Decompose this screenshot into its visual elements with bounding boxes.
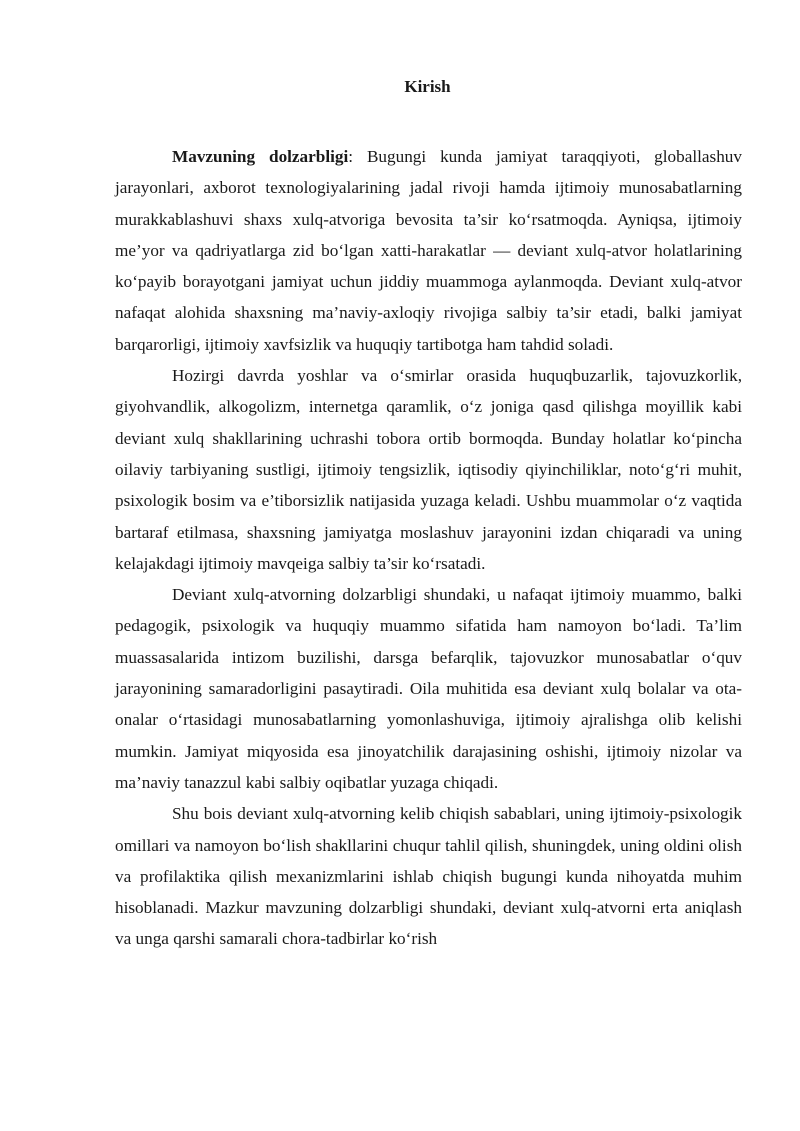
paragraph-lead-heading: Mavzuning dolzarbligi: [172, 147, 349, 166]
paragraph: Shu bois deviant xulq-atvorning kelib chiqish sabablari, uning ijtimoiy-psixologik omillari va namoyon bo‘lish shakllarini chuqur tahlil qilish, shuningdek, uning oldini olish va profilaktika qilish mexanizmlarini ishlab chiqish bugungi kunda nihoyatda muhim hisoblanadi. Mazkur mavzuning dolzarbligi shundaki, deviant xulq-atvorni erta aniqlash va unga qarshi samarali chora-tadbirlar ko‘rish: [115, 804, 742, 949]
paragraph-relevance: [115, 141, 742, 360]
paragraph-text: : Bugungi kunda jamiyat taraqqiyoti, globallashuv jarayonlari, axborot texnologiyalarining jadal rivoji hamda ijtimoiy munosabatlarning murakkablashuvi shaxs xulq-atvoriga bevosita ta’sir ko‘rsatmoqda. Ayniqsa, ijtimoiy me’yor va qadriyatlarga zid bo‘lgan xatti-harakatlar — deviant xulq-atvor holatlarining ko‘payib borayotgani jamiyat uchun jiddiy muammoga aylanmoqda. Deviant xulq-atvor nafaqat alohida shaxsning ma’naviy-axloqiy rivojiga salbiy ta’sir etadi, balki jamiyat barqarorligi, ijtimoiy xavfsizlik va huquqiy tartibotga ham tahdid soladi.: [115, 147, 742, 354]
page-title: Kirish: [404, 77, 451, 96]
paragraph: Hozirgi davrda yoshlar va o‘smirlar orasida huquqbuzarlik, tajovuzkorlik, giyohvandlik, alkogolizm, internetga qaramlik, o‘z joniga qasd qilishga moyillik kabi deviant xulq shakllarining uchrashi tobora ortib bormoqda. Bunday holatlar ko‘pincha oilaviy tarbiyaning sustligi, ijtimoiy tengsizlik, iqtisodiy qiyinchiliklar, noto‘g‘ri muhit, psixologik bosim va e’tiborsizlik natijasida yuzaga keladi. Ushbu muammolar o‘z vaqtida bartaraf etilmasa, shaxsning jamiyatga moslashuv jarayonini izdan chiqaradi va uning kelajakdagi ijtimoiy mavqeiga salbiy ta’sir ko‘rsatadi.: [115, 366, 742, 573]
paragraph: Deviant xulq-atvorning dolzarbligi shundaki, u nafaqat ijtimoiy muammo, balki pedagogik, psixologik va huquqiy muammo sifatida ham namoyon bo‘ladi. Ta’lim muassasalarida intizom buzilishi, darsga befarqlik, tajovuzkor munosabatlar o‘quv jarayonining samaradorligini pasaytiradi. Oila muhitida esa deviant xulq bolalar va ota-onalar o‘rtasidagi munosabatlarning yomonlashuviga, ijtimoiy ajralishga olib kelishi mumkin. Jamiyat miqyosida esa jinoyatchilik darajasining oshishi, ijtimoiy nizolar va ma’naviy tanazzul kabi salbiy oqibatlar yuzaga chiqadi.: [115, 585, 742, 792]
document-body: [115, 141, 742, 955]
